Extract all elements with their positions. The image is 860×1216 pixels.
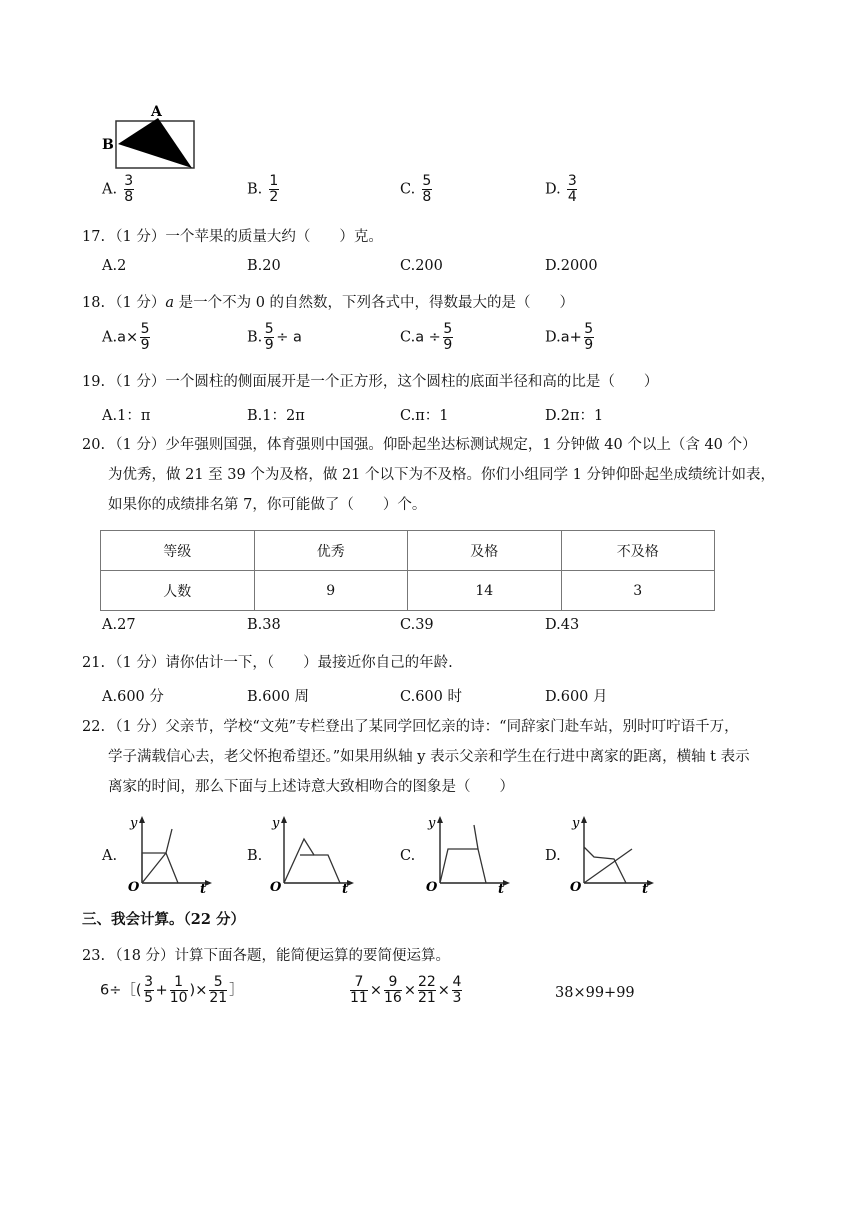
q16-option-a: [102, 174, 136, 205]
option-letter: A.: [102, 181, 118, 198]
axis-y-label: y: [572, 816, 580, 831]
q21-option-d: D.600 月: [545, 689, 608, 705]
q18-stem: 18. （1 分）a 是一个不为 0 的自然数，下列各式中，得数最大的是（ ）: [82, 295, 575, 311]
fraction: $\frac{3}{8}$: [124, 173, 134, 205]
table-row: [101, 571, 715, 611]
axis-t-label: t: [342, 882, 349, 893]
q18-option-d: D.a+ $\frac{5}{9}$: [545, 321, 594, 353]
option-letter: B.: [247, 181, 263, 198]
q22-graph-a-letter: A.: [102, 848, 118, 864]
table-cell: 3: [561, 571, 715, 611]
q22-graph-b: [268, 815, 358, 893]
fraction: $\frac{22}{21}$: [417, 974, 436, 1006]
question-number: 22.: [82, 719, 106, 735]
q17-stem: [82, 225, 383, 246]
q23-stem: [82, 944, 450, 965]
q20-option-a: A.27: [102, 617, 136, 633]
fraction: $\frac{1}{2}$: [269, 173, 279, 205]
q19-option-d: D.2π：1: [545, 408, 604, 424]
q20-option-b: B.38: [247, 617, 281, 633]
q19-stem: [82, 370, 658, 391]
table-header-cell: 等级: [101, 531, 255, 571]
q17-option-b: B.20: [247, 258, 281, 274]
q21-stem: [82, 651, 453, 672]
variable-a: a: [165, 295, 174, 311]
table-header-cell: 及格: [408, 531, 562, 571]
q22-graph-b-letter: B.: [247, 848, 263, 864]
question-text: （18 分）计算下面各题，能简便运算的要简便运算。: [108, 948, 451, 964]
q19-option-b: B.1：2π: [247, 408, 305, 424]
fraction: $\frac{1}{10}$: [169, 974, 188, 1006]
q21-option-b: B.600 周: [247, 689, 310, 705]
section-3-title: 三、我会计算。（22 分）: [82, 911, 245, 928]
q21-option-a: A.600 分: [102, 689, 164, 705]
fraction: $\frac{4}{3}$: [452, 974, 462, 1006]
q22-graph-d: [568, 815, 658, 893]
q23-expression-1: 6÷［( $\frac{3}{5}$ + $\frac{1}{10}$ )× $\frac{5}{21}$ ］: [100, 974, 244, 1006]
question-text: （1 分）请你估计一下，（ ）最接近你自己的年龄.: [108, 655, 453, 671]
axis-y-label: y: [272, 816, 280, 831]
fraction: $\frac{5}{9}$: [264, 321, 274, 353]
axis-y-label: y: [428, 816, 436, 831]
question-number: 20.: [82, 437, 106, 453]
axis-t-label: t: [642, 882, 649, 893]
axis-y-label: y: [130, 816, 138, 831]
fraction: $\frac{3}{4}$: [567, 173, 577, 205]
q18-option-b: B. $\frac{5}{9}$ ÷ a: [247, 321, 302, 353]
table-header-cell: 优秀: [254, 531, 408, 571]
q18-option-c: C.a ÷ $\frac{5}{9}$: [400, 321, 453, 353]
question-number: 23.: [82, 948, 106, 964]
origin-label: O: [426, 880, 438, 893]
question-number: 19.: [82, 374, 106, 390]
fraction: $\frac{5}{9}$: [443, 321, 453, 353]
q22-graph-a: [126, 815, 216, 893]
q17-option-d: D.2000: [545, 258, 598, 274]
table-cell: 人数: [101, 571, 255, 611]
table-cell: 9: [254, 571, 408, 611]
question-number: 21.: [82, 655, 106, 671]
q17-option-c: C.200: [400, 258, 443, 274]
q22-graph-c-letter: C.: [400, 848, 416, 864]
axis-t-label: t: [498, 882, 505, 893]
q23-expression-2: $\frac{7}{11}$ × $\frac{9}{16}$ × $\frac{22}{21}$ × $\frac{4}{3}$: [350, 974, 462, 1006]
q16-option-c: [400, 174, 434, 205]
fraction: $\frac{9}{16}$: [383, 974, 402, 1006]
fraction: $\frac{5}{21}$: [209, 974, 228, 1006]
fraction: $\frac{5}{8}$: [422, 173, 432, 205]
fraction: $\frac{5}{9}$: [140, 321, 150, 353]
fraction: $\frac{7}{11}$: [350, 974, 368, 1006]
q20-grade-table: [100, 530, 715, 611]
q20-stem: 20. （1 分）少年强则国强，体育强则中国强。仰卧起坐达标测试规定，1 分钟做 40 个以上（含 40 个） 为优秀，做 21 至 39 个为及格，做 21 个以下为不及格。你们小组同学 1 分钟仰卧起坐成绩统计如表， 如果你的成绩排名第 7，你可能做了（ ）个。: [82, 430, 782, 520]
q20-option-d: D.43: [545, 617, 580, 633]
origin-label: O: [570, 880, 582, 893]
table-cell: 14: [408, 571, 562, 611]
fraction: $\frac{5}{9}$: [584, 321, 594, 353]
q16-label-b: B: [102, 137, 114, 153]
question-number: 18.: [82, 295, 106, 311]
question-text: （1 分）一个圆柱的侧面展开是一个正方形，这个圆柱的底面半径和高的比是（ ）: [108, 374, 659, 390]
q17-option-a: A.2: [102, 258, 127, 274]
q19-option-c: C.π：1: [400, 408, 449, 424]
axis-t-label: t: [200, 882, 207, 893]
option-letter: D.: [545, 181, 561, 198]
q16-label-a: A: [151, 104, 162, 120]
question-number: 17.: [82, 229, 106, 245]
origin-label: O: [128, 880, 140, 893]
q22-stem: 22. （1 分）父亲节，学校“文苑”专栏登出了某同学回忆亲的诗：“同辞家门赴车站，别时叮咛语千万， 学子满载信心去，老父怀抱希望还。”如果用纵轴 y 表示父亲和学生在行进中离家的距离，横轴 t 表示 离家的时间，那么下面与上述诗意大致相吻合的图象是（ ）: [82, 712, 782, 802]
q16-option-b: [247, 174, 281, 205]
q20-option-c: C.39: [400, 617, 434, 633]
question-text: （1 分）一个苹果的质量大约（ ）克。: [108, 229, 383, 245]
q22-graph-d-letter: D.: [545, 848, 561, 864]
q18-option-a: A.a× $\frac{5}{9}$: [102, 321, 150, 353]
q16-figure: [98, 100, 202, 172]
q19-option-a: A.1：π: [102, 408, 151, 424]
q21-option-c: C.600 时: [400, 689, 462, 705]
question-text: 是一个不为 0 的自然数，下列各式中，得数最大的是（ ）: [178, 295, 575, 311]
q22-graph-c: [424, 815, 514, 893]
table-row: [101, 531, 715, 571]
q16-option-d: [545, 174, 579, 205]
option-letter: C.: [400, 181, 416, 198]
fraction: $\frac{3}{5}$: [144, 974, 153, 1006]
table-header-cell: 不及格: [561, 531, 715, 571]
origin-label: O: [270, 880, 282, 893]
q23-expression-3: 38×99+99: [555, 985, 635, 1001]
